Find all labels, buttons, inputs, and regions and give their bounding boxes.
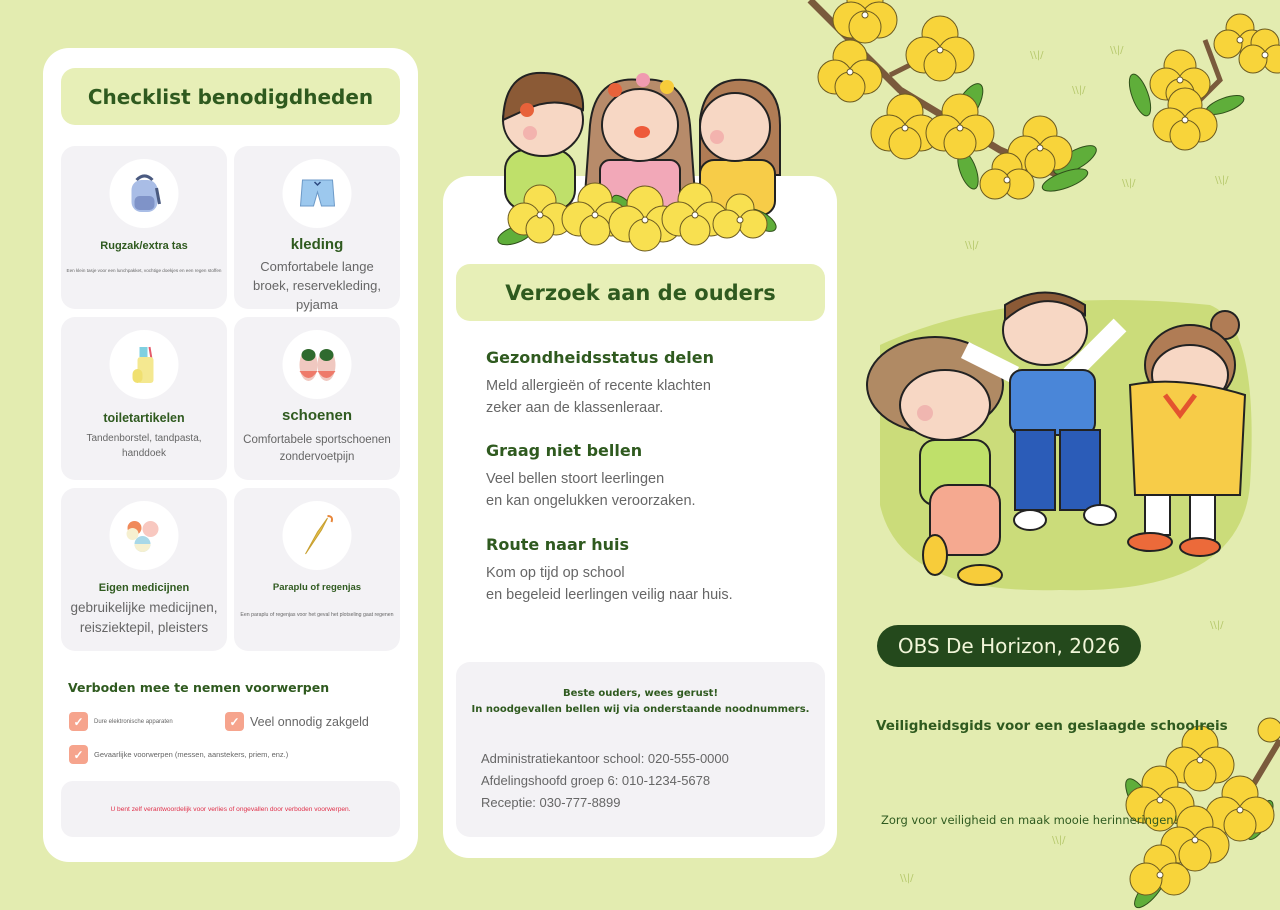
emergency-message: Beste ouders, wees gerust! In noodgevallen bellen wij via onderstaande noodnummers.	[471, 688, 810, 715]
shoes-icon	[283, 330, 352, 399]
contact-reception: Receptie: 030-777-8899	[481, 795, 621, 810]
grass-icon: \\|/	[1072, 85, 1086, 96]
grass-icon: \\|/	[1110, 45, 1124, 56]
checklist-card-medicine: Eigen medicijnen gebruikelijke medicijnen, reisziektepil, pleisters	[61, 488, 227, 651]
request-item-health: Gezondheidsstatus delen Meld allergieën of recente klachten zeker aan de klassenleraar.	[486, 348, 714, 416]
request-item-no-calls: Graag niet bellen Veel bellen stoort leerlingen en kan ongelukken veroorzaken.	[486, 441, 696, 509]
umbrella-icon	[283, 501, 352, 570]
request-item-route-home: Route naar huis Kom op tijd op school en begeleid leerlingen veilig naar huis.	[486, 535, 733, 603]
checkbox-checked-icon[interactable]: ✓	[69, 712, 88, 731]
checklist-panel	[43, 48, 418, 862]
grass-icon: \\|/	[1122, 178, 1136, 189]
forbidden-item-pocket-money[interactable]: ✓ Veel onnodig zakgeld	[225, 712, 369, 731]
checklist-title: Checklist benodigdheden	[61, 68, 400, 125]
checkbox-checked-icon[interactable]: ✓	[69, 745, 88, 764]
checklist-card-toiletries: toiletartikelen Tandenborstel, tandpasta, handdoek	[61, 317, 227, 480]
forbidden-item-electronics[interactable]: ✓ Dure elektronische apparaten	[69, 712, 173, 731]
backpack-icon	[110, 159, 179, 228]
emergency-contact-list	[481, 748, 729, 814]
toiletries-icon	[110, 330, 179, 399]
requests-title: Verzoek aan de ouders	[456, 264, 825, 321]
grass-icon: \\|/	[1052, 835, 1066, 846]
checklist-card-clothing: kleding Comfortabele lange broek, reservekleding, pyjama	[234, 146, 400, 309]
pills-icon	[110, 501, 179, 570]
checklist-card-backpack: Rugzak/extra tas Een klein tasje voor een lunchpakket, vochtige doekjes en een regen stoffen	[61, 146, 227, 309]
guide-subtitle: Veiligheidsgids voor een geslaagde schoolreis	[876, 718, 1228, 734]
contact-group-head: Afdelingshoofd groep 6: 010-1234-5678	[481, 773, 711, 788]
grass-icon: \\|/	[965, 240, 979, 251]
checklist-grid	[61, 146, 400, 651]
checklist-card-shoes: schoenen Comfortabele sportschoenen zondervoetpijn	[234, 317, 400, 480]
forbidden-items-title: Verboden mee te nemen voorwerpen	[68, 680, 330, 695]
grass-icon: \\|/	[1030, 50, 1044, 61]
requests-panel	[443, 176, 837, 858]
kids-flowers-illustration	[495, 65, 785, 255]
shorts-icon	[283, 159, 352, 228]
grass-icon: \\|/	[1210, 620, 1224, 631]
emergency-contacts-box	[456, 662, 825, 837]
checkbox-checked-icon[interactable]: ✓	[225, 712, 244, 731]
guide-tagline: Zorg voor veiligheid en maak mooie herinneringen!	[881, 813, 1179, 827]
kids-lying-illustration	[860, 285, 1260, 605]
liability-warning: U bent zelf verantwoordelijk voor verlies of ongevallen door verboden voorwerpen.	[61, 781, 400, 837]
grass-icon: \\|/	[1215, 175, 1229, 186]
forbidden-item-dangerous-objects[interactable]: ✓ Gevaarlijke voorwerpen (messen, aanstekers, priem, enz.)	[69, 745, 288, 764]
contact-school-office: Administratiekantoor school: 020-555-0000	[481, 751, 729, 766]
checklist-card-umbrella: Paraplu of regenjas Een paraplu of regenjas voor het geval het plotseling gaat regenen	[234, 488, 400, 651]
grass-icon: \\|/	[900, 873, 914, 884]
forsythia-branch-illustration	[800, 0, 1280, 220]
school-name-badge: OBS De Horizon, 2026	[877, 625, 1141, 667]
